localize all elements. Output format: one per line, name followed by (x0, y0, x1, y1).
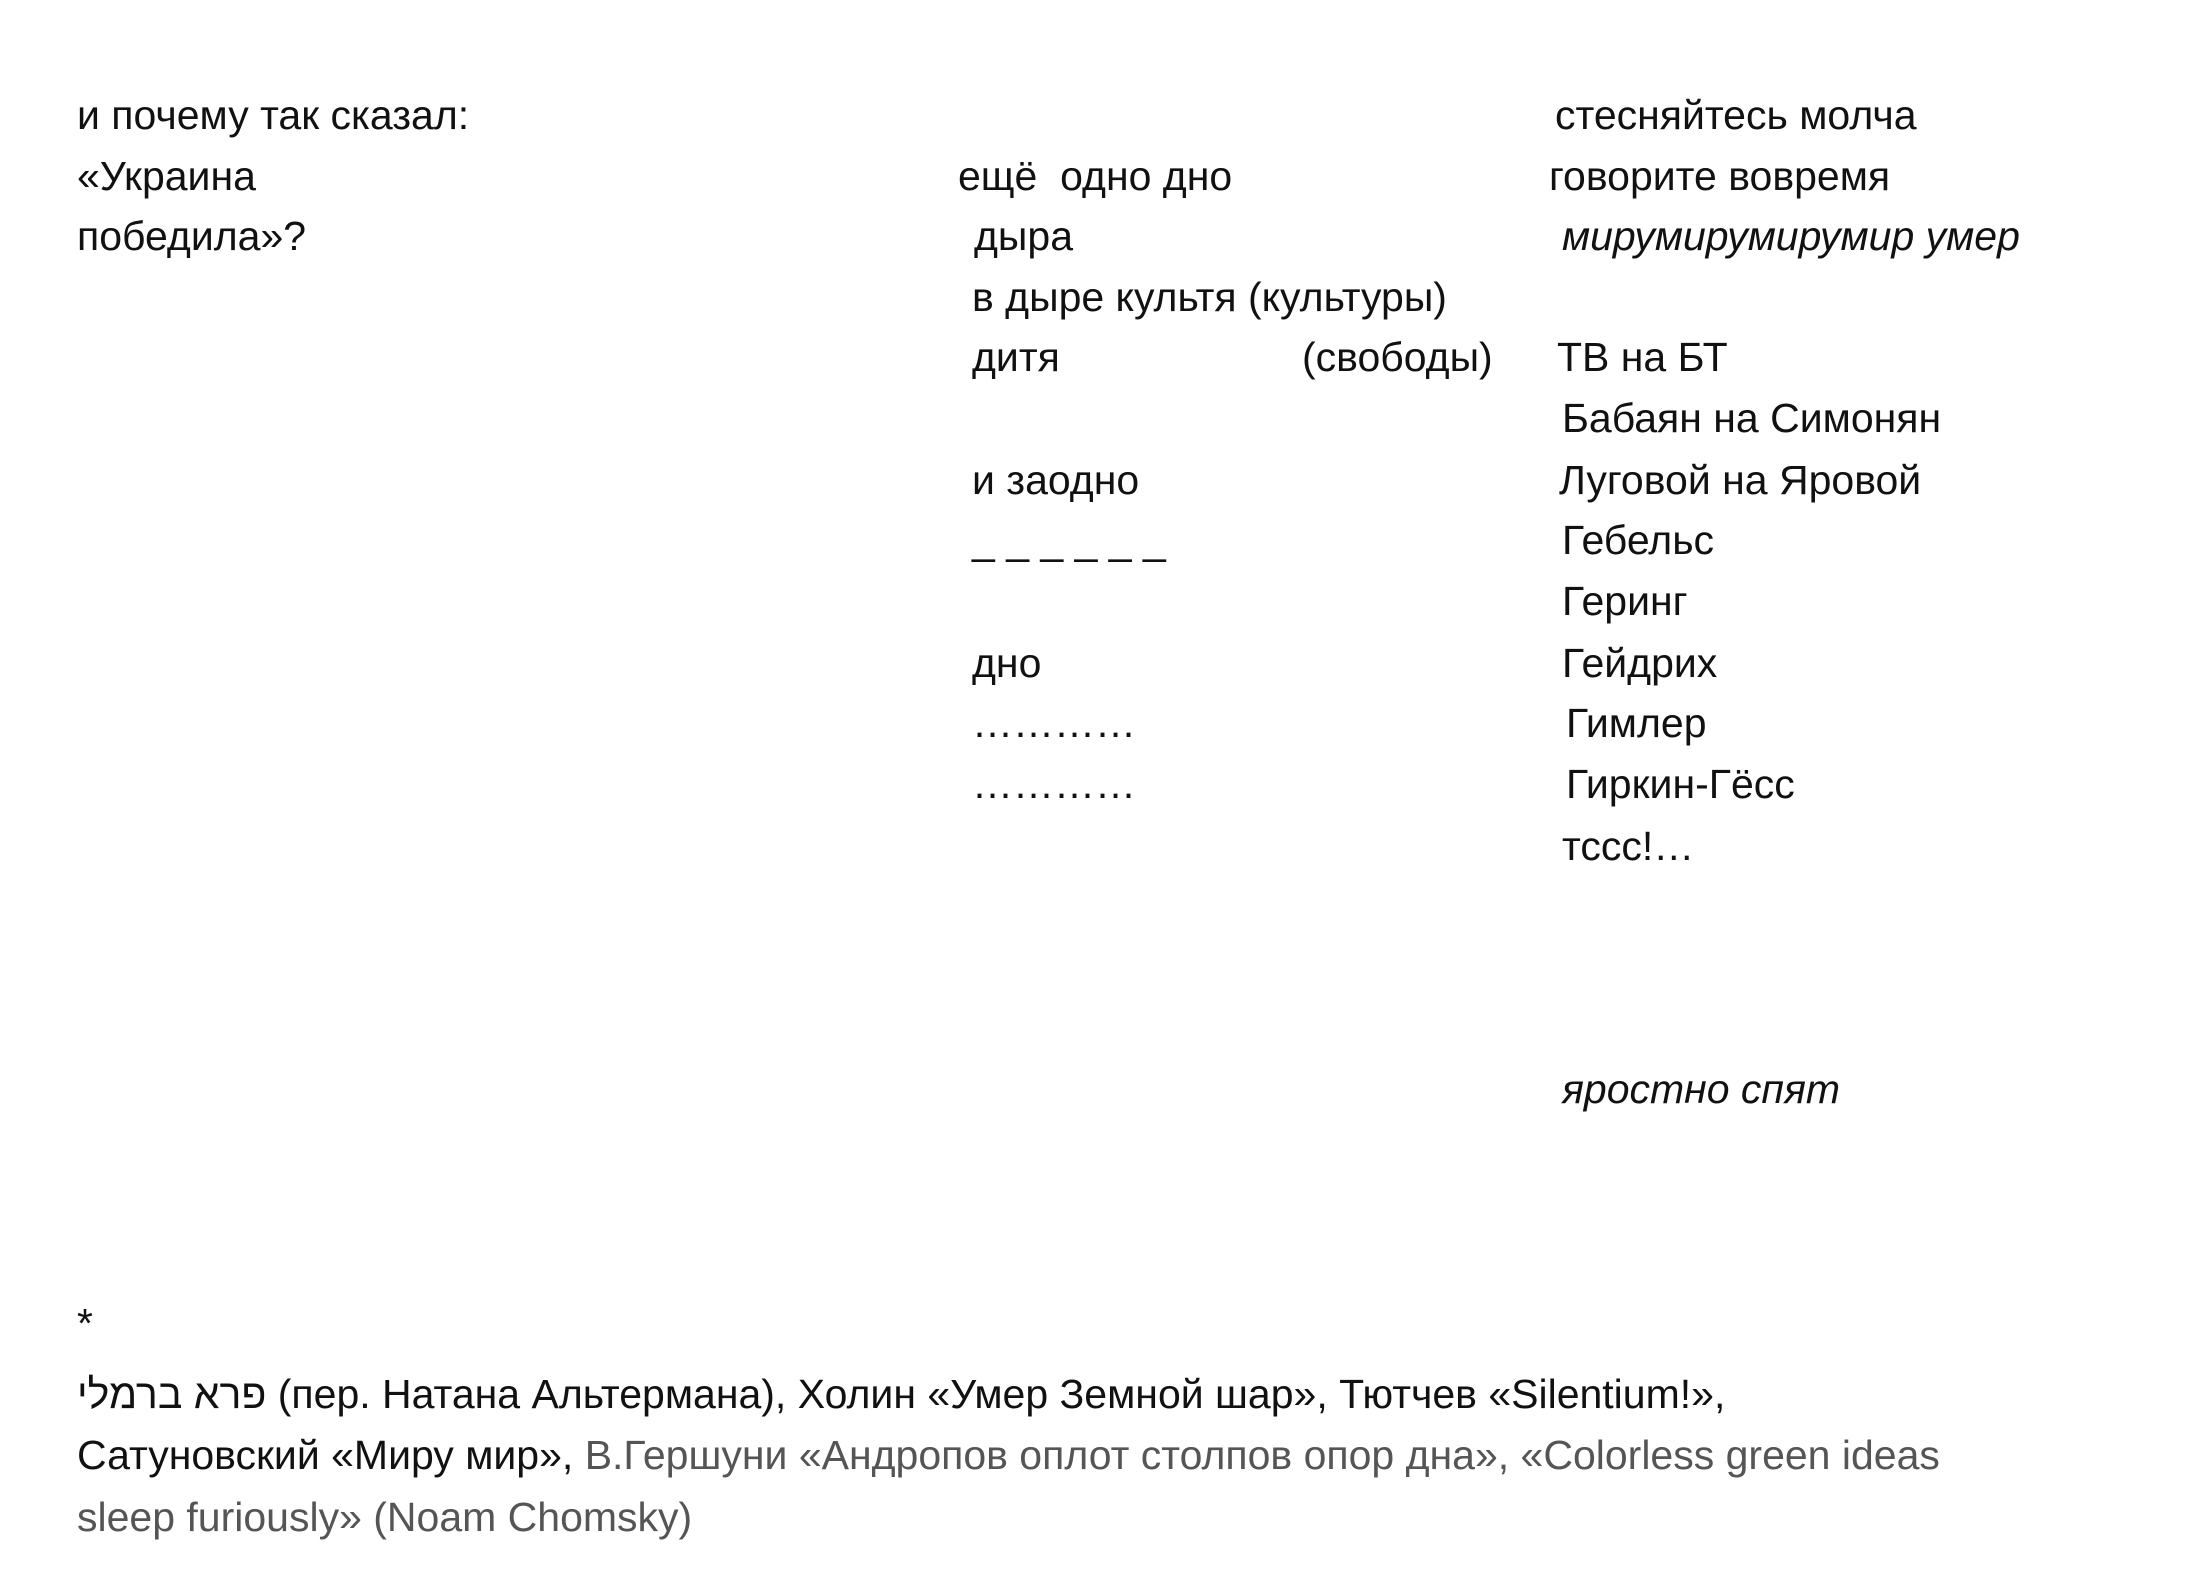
poem-line: победила»? (77, 213, 307, 259)
poem-line: Луговой на Яровой (1559, 457, 1922, 503)
footnote-text-grey: В.Гершуни «Андропов оплот столпов опор дна», «Colorless green ideas (584, 1432, 1940, 1478)
hebrew-title: פרא ברמלי (77, 1371, 267, 1417)
footnote-text: (пер. Натана Альтермана), Холин «Умер Земной шар», Тютчев «Silentium!», (266, 1371, 1726, 1417)
poem-line: ещё одно дно (958, 153, 1233, 199)
poem-line: дыра (974, 213, 1073, 259)
poem-line: Бабаян на Симонян (1562, 395, 1942, 441)
poem-line: в дыре культя (культуры) (972, 274, 1447, 320)
footnote-text: Сатуновский «Миру мир», (77, 1432, 585, 1478)
poem-line: и почему так сказал: (77, 92, 470, 138)
footnote-line (77, 1364, 1725, 1424)
poem-line: ТВ на БТ (1557, 334, 1728, 380)
footnote-marker: * (77, 1300, 93, 1346)
poem-line: говорите вовремя (1549, 153, 1891, 199)
poem-line: ………… (972, 700, 1136, 746)
poem-line: (свободы) (1302, 334, 1493, 380)
poem-line: Гиркин-Гёсс (1566, 761, 1795, 807)
poem-line: яростно спят (1562, 1066, 1841, 1112)
poem-line: _ _ _ _ _ _ (972, 517, 1166, 563)
poem-line: тссс!… (1562, 823, 1695, 869)
footnote-line (77, 1425, 1940, 1485)
footnote-line: sleep furiously» (Noam Chomsky) (77, 1494, 693, 1540)
poem-line: дно (972, 640, 1042, 686)
poem-line: Геринг (1562, 578, 1688, 624)
poem-line: Гейдрих (1562, 640, 1718, 686)
poem-line: стесняйтесь молча (1555, 92, 1917, 138)
poem-line: «Украина (77, 153, 256, 199)
poem-line: дитя (972, 334, 1060, 380)
poem-line: мирумирумирумир умер (1562, 213, 2020, 259)
poem-line: и заодно (972, 457, 1140, 503)
poem-line: ………… (972, 761, 1136, 807)
poem-line: Гимлер (1566, 700, 1707, 746)
poem-line: Гебельс (1562, 517, 1715, 563)
